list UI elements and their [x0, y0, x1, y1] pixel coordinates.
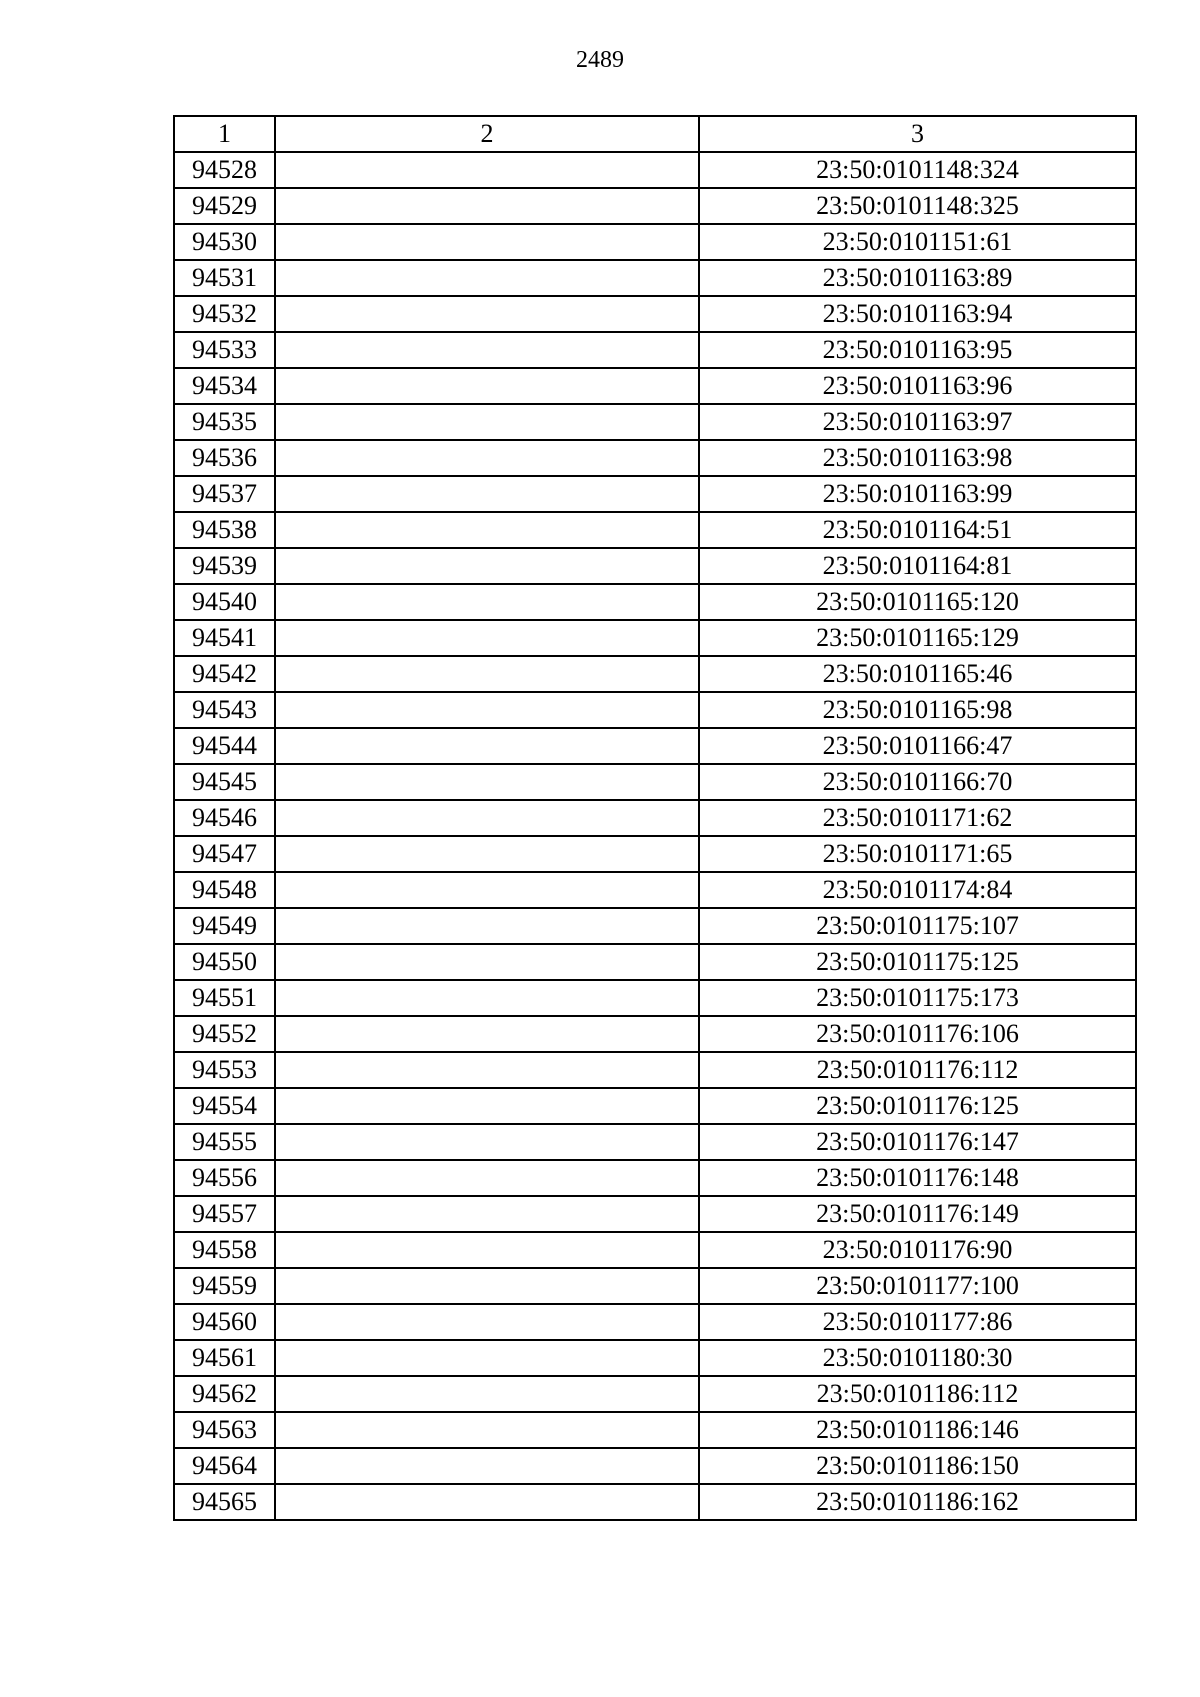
cadastral-number-cell: 23:50:0101175:173 [699, 980, 1136, 1016]
cadastral-number-cell: 23:50:0101186:146 [699, 1412, 1136, 1448]
page-number: 2489 [576, 47, 624, 73]
table-row [174, 1304, 1136, 1340]
table-row [174, 440, 1136, 476]
cadastral-number-cell: 23:50:0101176:148 [699, 1160, 1136, 1196]
cadastral-number-cell: 23:50:0101151:61 [699, 224, 1136, 260]
row-name-cell [275, 1196, 699, 1232]
row-name-cell [275, 728, 699, 764]
row-number-cell: 94529 [174, 188, 275, 224]
cadastral-number-cell: 23:50:0101171:65 [699, 836, 1136, 872]
table-row [174, 1340, 1136, 1376]
row-name-cell [275, 620, 699, 656]
row-number-cell: 94545 [174, 764, 275, 800]
row-number-cell: 94539 [174, 548, 275, 584]
row-number-cell: 94562 [174, 1376, 275, 1412]
cadastral-number-cell: 23:50:0101163:89 [699, 260, 1136, 296]
row-number-cell: 94550 [174, 944, 275, 980]
row-number-cell: 94538 [174, 512, 275, 548]
cadastral-number-cell: 23:50:0101175:107 [699, 908, 1136, 944]
row-number-cell: 94563 [174, 1412, 275, 1448]
cadastral-number-cell: 23:50:0101186:162 [699, 1484, 1136, 1520]
table-row [174, 728, 1136, 764]
column-header-1: 1 [174, 116, 275, 152]
row-name-cell [275, 260, 699, 296]
row-name-cell [275, 584, 699, 620]
cadastral-number-cell: 23:50:0101177:86 [699, 1304, 1136, 1340]
row-name-cell [275, 1016, 699, 1052]
table-row [174, 1196, 1136, 1232]
row-name-cell [275, 836, 699, 872]
row-name-cell [275, 332, 699, 368]
table-row [174, 368, 1136, 404]
row-name-cell [275, 404, 699, 440]
table-row [174, 188, 1136, 224]
table-row [174, 620, 1136, 656]
row-number-cell: 94565 [174, 1484, 275, 1520]
row-name-cell [275, 1340, 699, 1376]
cadastral-number-cell: 23:50:0101165:120 [699, 584, 1136, 620]
cadastral-number-cell: 23:50:0101186:112 [699, 1376, 1136, 1412]
row-name-cell [275, 1160, 699, 1196]
column-header-2: 2 [275, 116, 699, 152]
table-row [174, 1412, 1136, 1448]
table-row [174, 980, 1136, 1016]
row-name-cell [275, 764, 699, 800]
row-name-cell [275, 188, 699, 224]
cadastral-number-cell: 23:50:0101174:84 [699, 872, 1136, 908]
table-row [174, 836, 1136, 872]
row-name-cell [275, 944, 699, 980]
cadastral-number-cell: 23:50:0101163:97 [699, 404, 1136, 440]
row-number-cell: 94547 [174, 836, 275, 872]
row-number-cell: 94564 [174, 1448, 275, 1484]
row-name-cell [275, 512, 699, 548]
table-header [174, 116, 1136, 152]
cadastral-number-cell: 23:50:0101166:70 [699, 764, 1136, 800]
row-number-cell: 94530 [174, 224, 275, 260]
cadastral-number-cell: 23:50:0101163:95 [699, 332, 1136, 368]
row-name-cell [275, 1268, 699, 1304]
row-name-cell [275, 872, 699, 908]
cadastral-number-cell: 23:50:0101171:62 [699, 800, 1136, 836]
cadastral-number-cell: 23:50:0101165:98 [699, 692, 1136, 728]
row-name-cell [275, 692, 699, 728]
row-number-cell: 94537 [174, 476, 275, 512]
table-row [174, 584, 1136, 620]
row-name-cell [275, 1088, 699, 1124]
table-row [174, 476, 1136, 512]
row-number-cell: 94561 [174, 1340, 275, 1376]
cadastral-number-cell: 23:50:0101186:150 [699, 1448, 1136, 1484]
row-number-cell: 94548 [174, 872, 275, 908]
cadastral-number-cell: 23:50:0101164:51 [699, 512, 1136, 548]
table-row [174, 1124, 1136, 1160]
table-row [174, 692, 1136, 728]
row-number-cell: 94541 [174, 620, 275, 656]
row-name-cell [275, 656, 699, 692]
row-number-cell: 94531 [174, 260, 275, 296]
cadastral-number-cell: 23:50:0101163:98 [699, 440, 1136, 476]
row-name-cell [275, 1412, 699, 1448]
cadastral-number-cell: 23:50:0101164:81 [699, 548, 1136, 584]
row-name-cell [275, 440, 699, 476]
row-number-cell: 94551 [174, 980, 275, 1016]
header-row [174, 116, 1136, 152]
row-number-cell: 94534 [174, 368, 275, 404]
cadastral-number-cell: 23:50:0101176:112 [699, 1052, 1136, 1088]
row-name-cell [275, 476, 699, 512]
table-row [174, 548, 1136, 584]
table-row [174, 764, 1136, 800]
table-row [174, 800, 1136, 836]
table-row [174, 1232, 1136, 1268]
row-name-cell [275, 1376, 699, 1412]
row-number-cell: 94535 [174, 404, 275, 440]
table-row [174, 656, 1136, 692]
cadastral-number-cell: 23:50:0101166:47 [699, 728, 1136, 764]
row-number-cell: 94532 [174, 296, 275, 332]
row-number-cell: 94528 [174, 152, 275, 188]
row-name-cell [275, 368, 699, 404]
row-name-cell [275, 1484, 699, 1520]
table-row [174, 1448, 1136, 1484]
row-number-cell: 94554 [174, 1088, 275, 1124]
row-name-cell [275, 1448, 699, 1484]
table-row [174, 224, 1136, 260]
table-row [174, 1160, 1136, 1196]
cadastral-number-cell: 23:50:0101176:125 [699, 1088, 1136, 1124]
cadastral-number-cell: 23:50:0101148:325 [699, 188, 1136, 224]
row-name-cell [275, 548, 699, 584]
row-name-cell [275, 980, 699, 1016]
table-row [174, 1088, 1136, 1124]
row-number-cell: 94553 [174, 1052, 275, 1088]
cadastral-number-cell: 23:50:0101177:100 [699, 1268, 1136, 1304]
table-row [174, 404, 1136, 440]
row-number-cell: 94557 [174, 1196, 275, 1232]
cadastral-number-cell: 23:50:0101163:99 [699, 476, 1136, 512]
row-number-cell: 94540 [174, 584, 275, 620]
row-number-cell: 94559 [174, 1268, 275, 1304]
row-name-cell [275, 224, 699, 260]
table-row [174, 260, 1136, 296]
table-row [174, 296, 1136, 332]
table-row [174, 1484, 1136, 1520]
row-number-cell: 94544 [174, 728, 275, 764]
row-number-cell: 94556 [174, 1160, 275, 1196]
table-row [174, 908, 1136, 944]
cadastral-number-cell: 23:50:0101175:125 [699, 944, 1136, 980]
table-body [174, 152, 1136, 1520]
row-name-cell [275, 1052, 699, 1088]
cadastral-number-cell: 23:50:0101176:106 [699, 1016, 1136, 1052]
cadastral-number-cell: 23:50:0101176:147 [699, 1124, 1136, 1160]
row-name-cell [275, 800, 699, 836]
table-row [174, 1268, 1136, 1304]
row-number-cell: 94536 [174, 440, 275, 476]
table-row [174, 152, 1136, 188]
row-number-cell: 94560 [174, 1304, 275, 1340]
cadastral-number-cell: 23:50:0101176:90 [699, 1232, 1136, 1268]
table-row [174, 512, 1136, 548]
cadastral-number-cell: 23:50:0101148:324 [699, 152, 1136, 188]
row-name-cell [275, 296, 699, 332]
cadastral-number-cell: 23:50:0101165:129 [699, 620, 1136, 656]
row-number-cell: 94546 [174, 800, 275, 836]
table-row [174, 1376, 1136, 1412]
table-row [174, 1016, 1136, 1052]
cadastral-number-cell: 23:50:0101165:46 [699, 656, 1136, 692]
row-number-cell: 94533 [174, 332, 275, 368]
table-row [174, 1052, 1136, 1088]
row-number-cell: 94552 [174, 1016, 275, 1052]
table-row [174, 944, 1136, 980]
cadastral-number-cell: 23:50:0101180:30 [699, 1340, 1136, 1376]
row-number-cell: 94555 [174, 1124, 275, 1160]
table-row [174, 332, 1136, 368]
row-number-cell: 94558 [174, 1232, 275, 1268]
column-header-3: 3 [699, 116, 1136, 152]
row-name-cell [275, 1124, 699, 1160]
row-number-cell: 94543 [174, 692, 275, 728]
cadastral-number-cell: 23:50:0101176:149 [699, 1196, 1136, 1232]
row-name-cell [275, 1232, 699, 1268]
row-name-cell [275, 908, 699, 944]
row-number-cell: 94542 [174, 656, 275, 692]
row-name-cell [275, 1304, 699, 1340]
cadastral-number-cell: 23:50:0101163:94 [699, 296, 1136, 332]
row-name-cell [275, 152, 699, 188]
cadastral-number-cell: 23:50:0101163:96 [699, 368, 1136, 404]
row-number-cell: 94549 [174, 908, 275, 944]
registry-table [173, 115, 1137, 1521]
table-row [174, 872, 1136, 908]
